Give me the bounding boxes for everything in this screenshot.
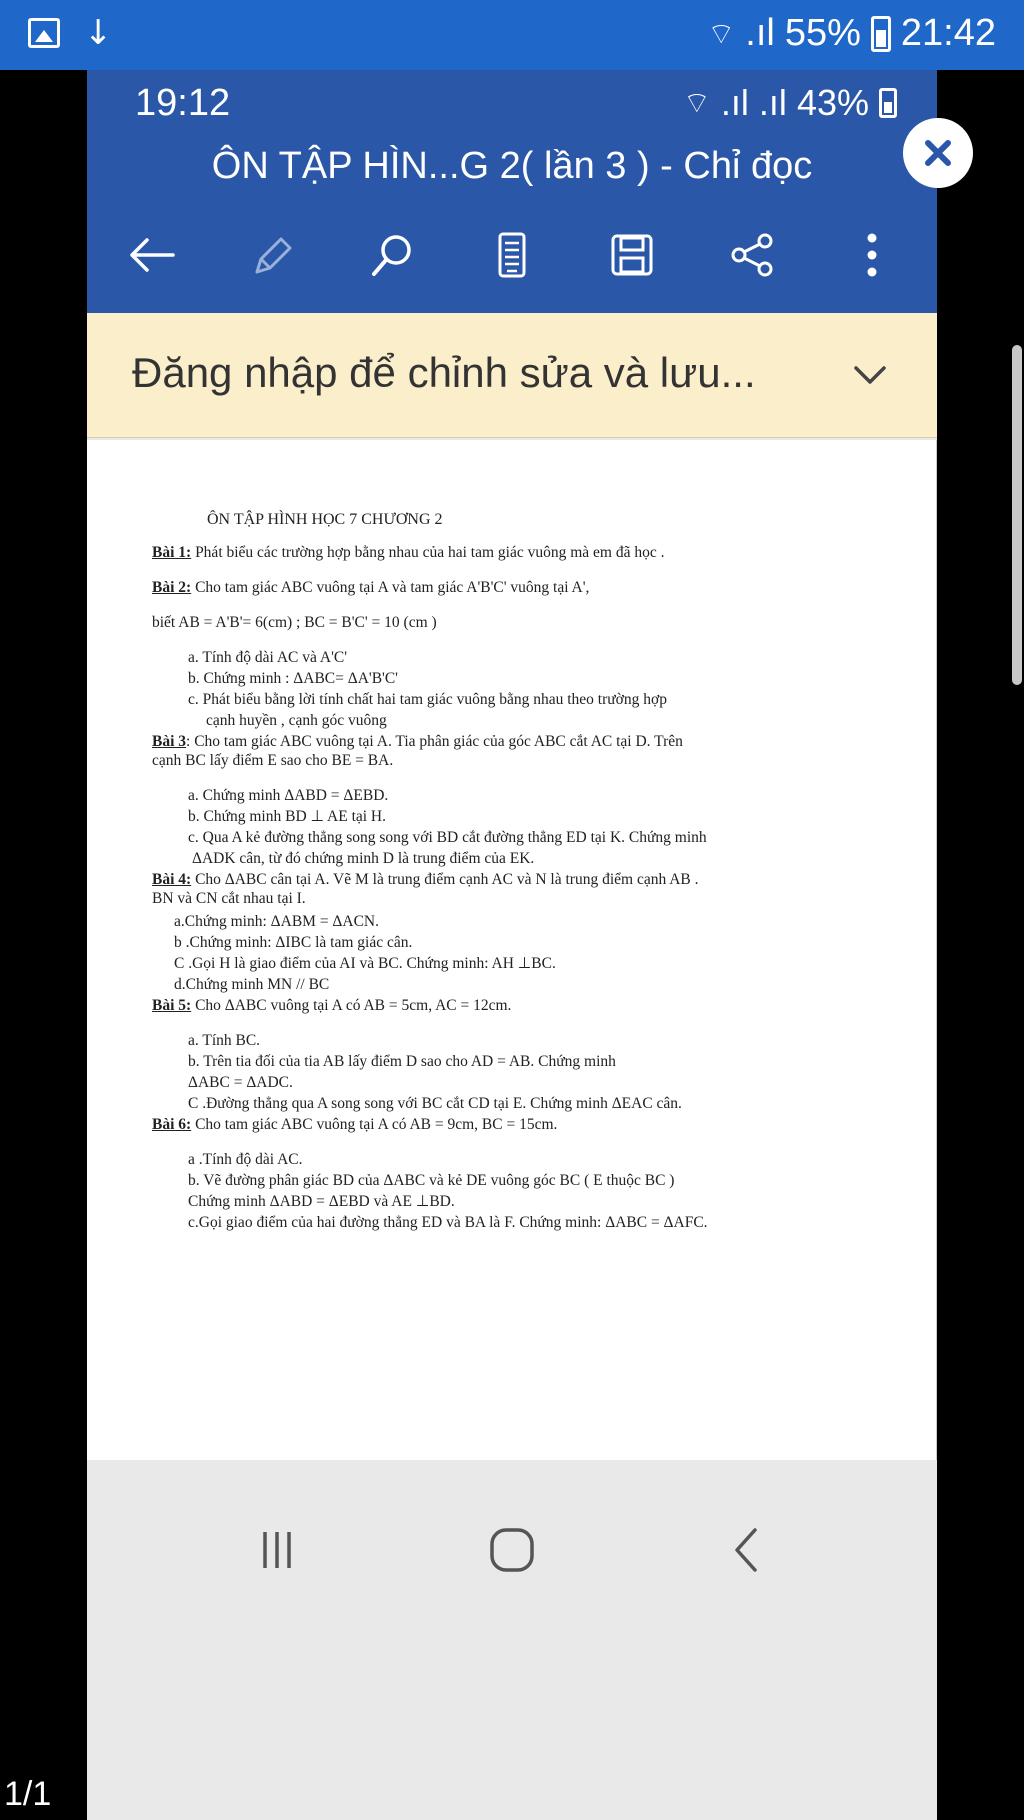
battery-icon (871, 16, 891, 52)
bai5-item-c: C .Đường thẳng qua A song song với BC cắt CD tại E. Chứng minh ΔEAC cân. (188, 1095, 682, 1112)
bai6-label: Bài 6: (152, 1116, 192, 1133)
bai2-given: biết AB = A'B'= 6(cm) ; BC = B'C' = 10 (cm ) (152, 614, 437, 631)
bai4-item-a: a.Chứng minh: ΔABM = ΔACN. (174, 913, 380, 930)
inner-signal-icon: .ıl .ıl (720, 82, 787, 123)
bai5-text: Cho ΔABC vuông tại A có AB = 5cm, AC = 12cm. (191, 997, 512, 1014)
chevron-down-icon[interactable] (848, 353, 892, 397)
image-notification-icon (28, 18, 60, 48)
inner-battery-percent: 43% (796, 82, 869, 123)
signin-banner[interactable] (87, 313, 937, 438)
bai3-item-b: b. Chứng minh BD ⊥ AE tại H. (188, 808, 387, 825)
bai4-item-b: b .Chứng minh: ΔIBC là tam giác cân. (174, 934, 413, 951)
inner-clock: 19:12 (135, 82, 231, 124)
close-icon (921, 136, 955, 170)
bai4-text: Cho ΔABC cân tại A. Vẽ M là trung điểm cạnh AC và N là trung điểm cạnh AB . (191, 871, 699, 888)
bai3-given: cạnh BC lấy điểm E sao cho BE = BA. (152, 752, 394, 769)
bai1-paragraph (152, 543, 872, 562)
bai5-paragraph (152, 996, 872, 1015)
bai6-item-a: a .Tính độ dài AC. (188, 1151, 303, 1168)
bai2-label: Bài 2: (152, 579, 192, 596)
bai5-item-b-cont: ΔABC = ΔADC. (188, 1074, 293, 1091)
search-icon[interactable] (357, 220, 427, 290)
home-icon[interactable] (482, 1520, 542, 1580)
outer-status-bar (0, 0, 1024, 70)
bai1-text: Phát biểu các trường hợp bằng nhau của hai tam giác vuông mà em đã học . (191, 544, 665, 561)
bai6-text: Cho tam giác ABC vuông tại A có AB = 9cm, BC = 15cm. (191, 1116, 558, 1133)
bai2-item-c-cont: cạnh huyền , cạnh góc vuông (206, 712, 387, 729)
inner-nav-bar (87, 1465, 937, 1625)
word-toolbar (117, 220, 907, 290)
bai5-label: Bài 5: (152, 997, 192, 1014)
bai6-item-b-cont: Chứng minh ΔABD = ΔEBD và AE ⊥BD. (188, 1193, 455, 1210)
outer-clock: 21:42 (900, 12, 996, 54)
recent-apps-icon[interactable] (247, 1520, 307, 1580)
document-title: ÔN TẬP HÌN...G 2( lần 3 ) - Chỉ đọc (211, 145, 813, 187)
reading-view-icon[interactable] (477, 220, 547, 290)
save-icon[interactable] (597, 220, 667, 290)
bai2-text: Cho tam giác ABC vuông tại A và tam giác A'B'C' vuông tại A', (191, 579, 590, 596)
inner-battery-icon (879, 88, 897, 118)
bai2-item-b: b. Chứng minh : ΔABC= ΔA'B'C' (188, 670, 398, 687)
bai4-given: BN và CN cắt nhau tại I. (152, 890, 306, 907)
bai2-item-c: c. Phát biểu bằng lời tính chất hai tam giác vuông bằng nhau theo trường hợp (188, 691, 667, 708)
bai2-paragraph (152, 578, 872, 597)
outer-battery-percent: 55% (784, 12, 861, 54)
wifi-icon: ⌔ (707, 16, 736, 52)
bai5-item-a: a. Tính BC. (188, 1032, 261, 1049)
word-app-header (87, 70, 937, 313)
bai4-label: Bài 4: (152, 871, 192, 888)
bai3-text: : Cho tam giác ABC vuông tại A. Tia phân giác của góc ABC cắt AC tại D. Trên (186, 733, 683, 750)
more-icon[interactable] (837, 220, 907, 290)
signal-icon: .ıl (745, 12, 775, 54)
bai6-paragraph (152, 1115, 872, 1134)
scroll-handle[interactable] (1012, 345, 1022, 685)
document-body (152, 510, 872, 1234)
bai3-label: Bài 3 (152, 733, 187, 750)
pencil-icon[interactable] (237, 220, 307, 290)
back-arrow-icon[interactable] (117, 220, 187, 290)
bai6-item-c: c.Gọi giao điểm của hai đường thẳng ED và BA là F. Chứng minh: ΔABC = ΔAFC. (188, 1214, 708, 1231)
close-viewer-button[interactable] (903, 118, 973, 188)
bai5-item-b: b. Trên tia đối của tia AB lấy điểm D sao cho AD = AB. Chứng minh (188, 1053, 616, 1070)
bai3-item-a: a. Chứng minh ΔABD = ΔEBD. (188, 787, 389, 804)
bai2-item-a: a. Tính độ dài AC và A'C' (188, 649, 348, 666)
document-heading: ÔN TẬP HÌNH HỌC 7 CHƯƠNG 2 (207, 511, 443, 528)
bai4-item-c: C .Gọi H là giao điểm của AI và BC. Chứng minh: AH ⊥BC. (174, 955, 556, 972)
inner-wifi-icon: ⌔ (682, 86, 711, 121)
share-icon[interactable] (717, 220, 787, 290)
bai4-paragraph (152, 870, 872, 889)
page-counter: 1/1 (4, 1775, 52, 1813)
download-icon: ↓ (84, 13, 113, 53)
bai3-paragraph (152, 732, 872, 751)
signin-prompt: Đăng nhập để chỉnh sửa và lưu... (132, 349, 756, 396)
back-icon[interactable] (717, 1520, 777, 1580)
bai4-item-d: d.Chứng minh MN // BC (174, 976, 330, 993)
bai1-label: Bài 1: (152, 544, 192, 561)
bai3-item-c: c. Qua A kẻ đường thẳng song song với BD cắt đường thẳng ED tại K. Chứng minh (188, 829, 707, 846)
bai6-item-b: b. Vẽ đường phân giác BD của ΔABC và kẻ DE vuông góc BC ( E thuộc BC ) (188, 1172, 675, 1189)
document-page (87, 440, 937, 1460)
bai3-item-c-cont: ΔADK cân, từ đó chứng minh D là trung điểm của EK. (192, 850, 535, 867)
viewed-screenshot (87, 70, 937, 1820)
